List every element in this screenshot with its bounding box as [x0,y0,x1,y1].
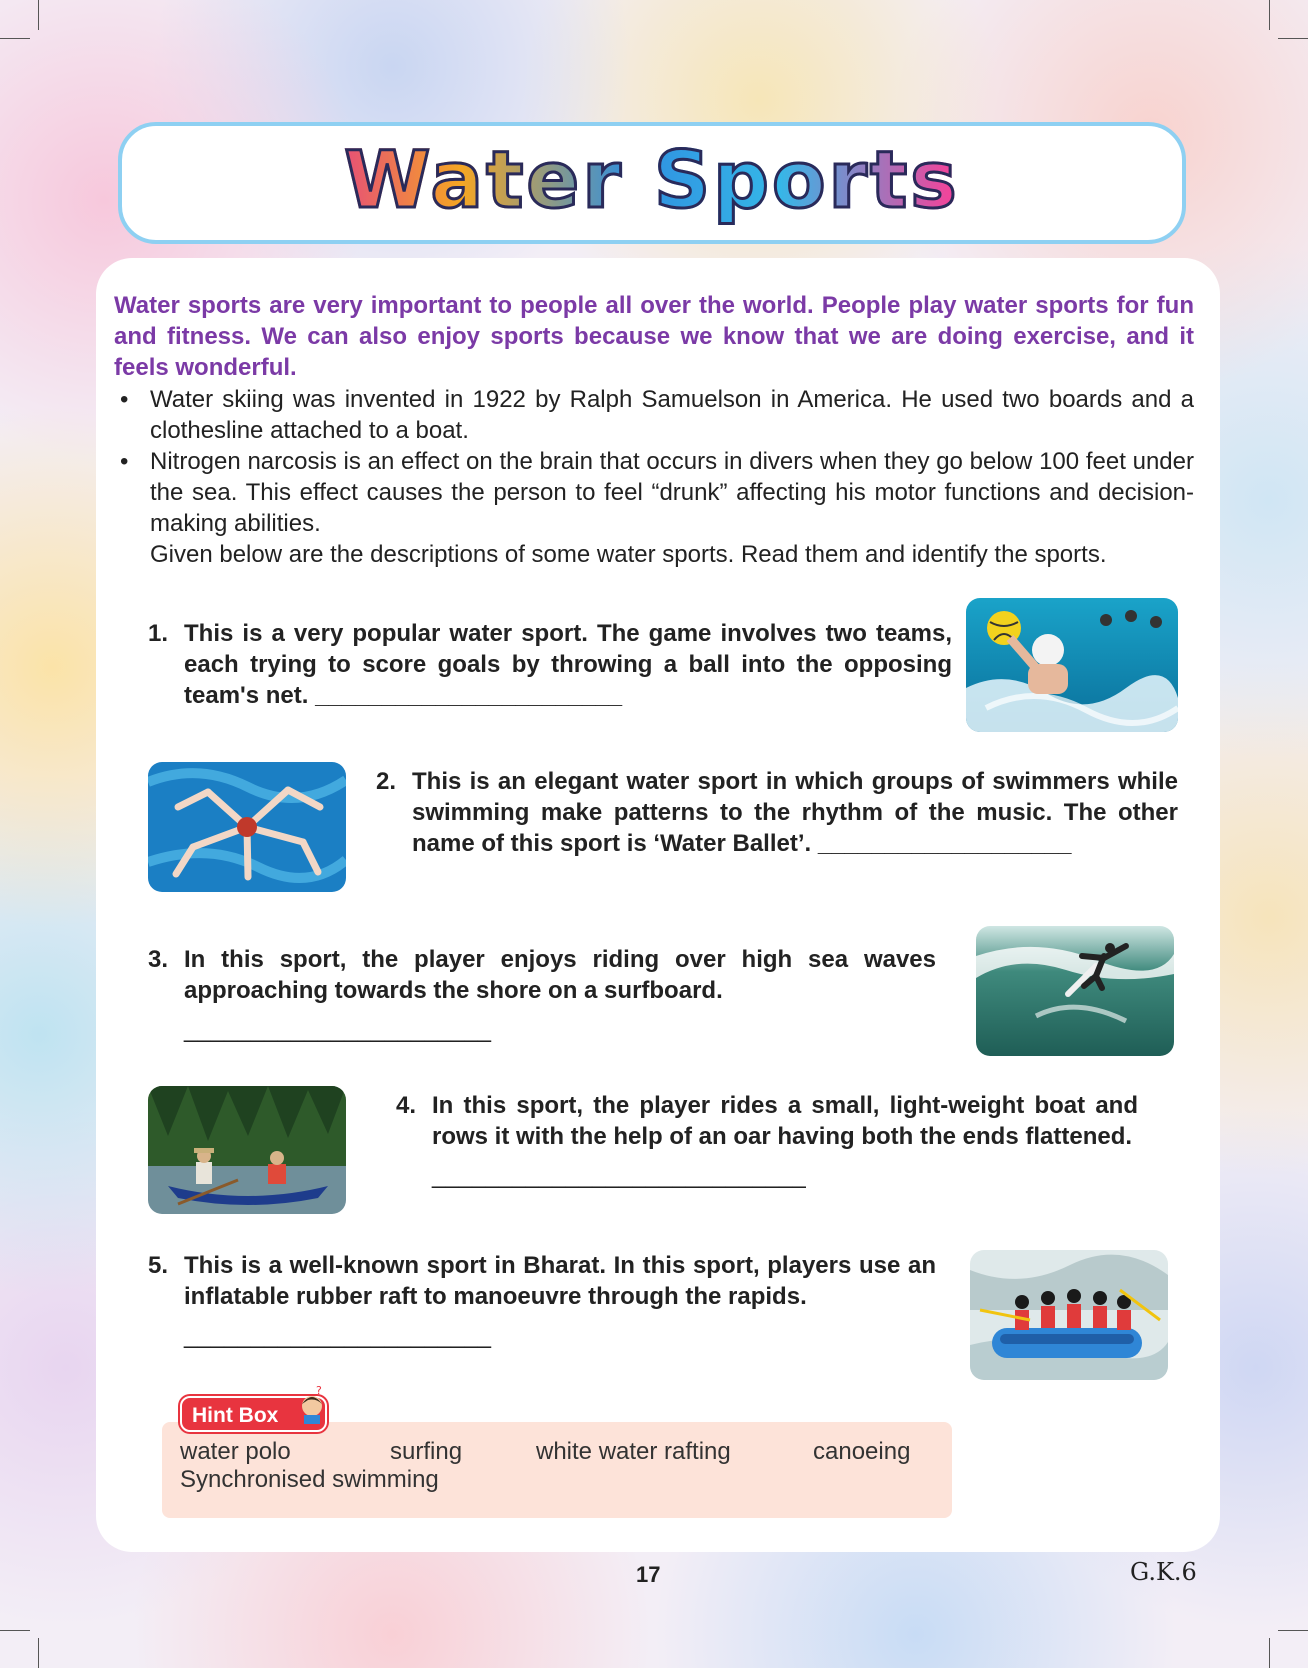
crop-mark [1278,38,1308,39]
bullet-icon: • [120,448,129,475]
question-text: In this sport, the player rides a small, light-weight boat and rows it with the help of an oar having both the ends flattened. [432,1092,1138,1150]
synchronised-swimming-photo [148,762,346,892]
hint-box-label: Hint Box [180,1396,327,1432]
rafting-photo [970,1250,1168,1380]
question-text: This is a very popular water sport. The game involves two teams, each trying to score goals by throwing a ball into the opposing team's net. _______________________ [184,620,952,709]
crop-mark [1269,0,1270,30]
svg-text:?: ? [316,1384,322,1397]
instruction-text: Given below are the descriptions of some water sports. Read them and identify the sports. [150,541,1107,568]
crop-mark [38,1638,39,1668]
hint-word: Synchronised swimming [180,1466,439,1493]
fact-text: Water skiing was invented in 1922 by Ralph Samuelson in America. He used two boards and a clothesline attached to a boat. [150,386,1194,444]
hint-word: surfing [390,1438,463,1465]
canoeing-photo [148,1086,346,1214]
question-number: 1. [148,620,169,647]
question-text: In this sport, the player enjoys riding over high sea waves approaching towards the shore on a surfboard. [184,946,936,1004]
surfing-photo [976,926,1174,1056]
question-4 [396,1090,1138,1191]
page-number: 17 [636,1562,661,1587]
intro-paragraph: Water sports are very important to people all over the world. People play water sports for fun and fitness. We can also enjoy sports because we know that we are doing exercise, and it feels wonderful. [114,292,1194,381]
question-3 [148,944,936,1045]
crop-mark [1278,1630,1308,1631]
question-1 [148,618,952,711]
question-number: 3. [148,946,169,973]
hint-word: white water rafting [536,1438,731,1465]
crop-mark [1269,1638,1270,1668]
question-5 [148,1250,936,1351]
fact-item [114,384,1194,446]
answer-line: _______________________ [184,1322,491,1349]
crop-mark [0,1630,30,1631]
question-number: 4. [396,1092,417,1119]
answer-line: _______________________ [184,1016,491,1043]
bullet-icon: • [120,386,129,413]
page-title: Water Sports [122,136,1182,226]
hint-word: canoeing [813,1438,911,1465]
fact-item [114,446,1194,539]
fact-text: Nitrogen narcosis is an effect on the brain that occurs in divers when they go below 100 feet under the sea. This effect causes the person to feel “drunk” affecting his motor functions and decision-making abilities. [150,448,1194,537]
question-text: This is an elegant water sport in which groups of swimmers while swimming make patterns to the rhythm of the music. The other name of this sport is ‘Water Ballet’. ___________________ [412,768,1178,857]
question-text: This is a well-known sport in Bharat. In this sport, players use an inflatable rubber raft to manoeuvre through the rapids. [184,1252,936,1310]
book-code: G.K.6 [1130,1558,1197,1586]
question-2 [376,766,1178,859]
water-polo-photo [966,598,1178,732]
question-number: 5. [148,1252,169,1279]
answer-line: ____________________________ [432,1162,806,1189]
thinking-child-icon [298,1384,328,1424]
title-banner [118,122,1186,244]
facts-list [114,384,1194,570]
crop-mark [38,0,39,30]
question-number: 2. [376,768,397,795]
hint-word: water polo [180,1438,291,1465]
crop-mark [0,38,30,39]
